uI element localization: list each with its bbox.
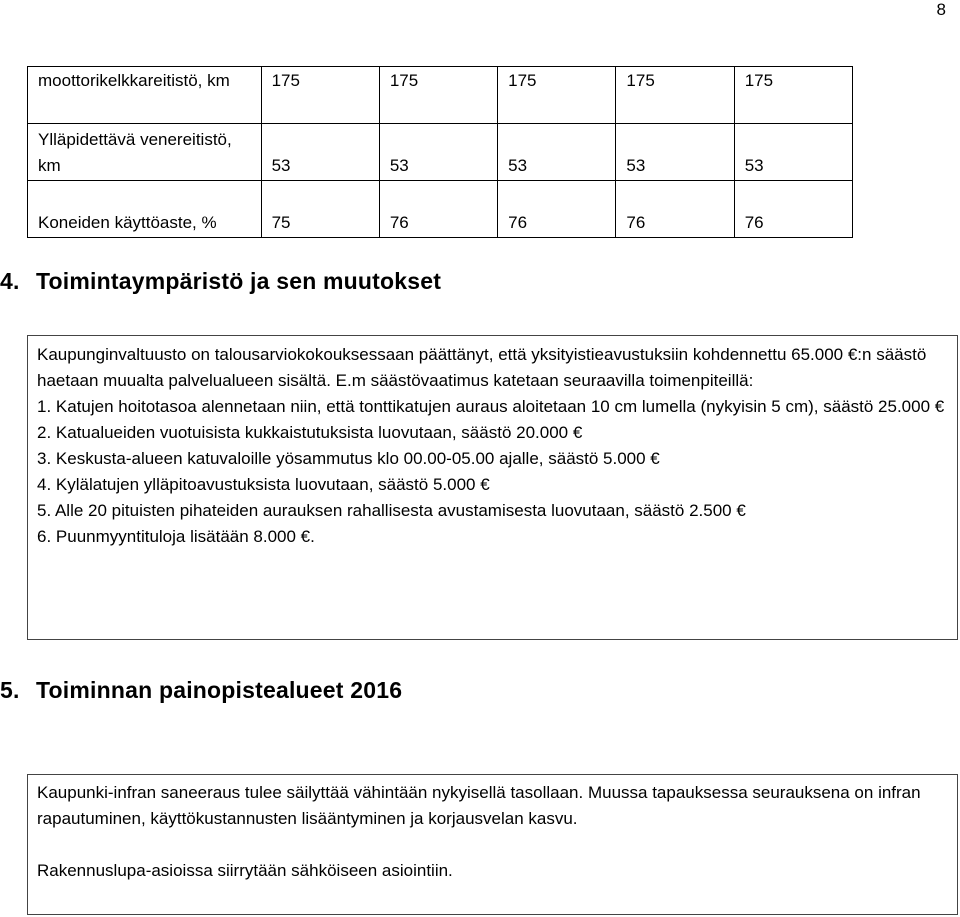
- list-item: 1. Katujen hoitotasoa alennetaan niin, että tonttikatujen auraus aloitetaan 10 cm lumella (nykyisin 5 cm), säästö 25.000 €: [37, 397, 945, 416]
- cell-value: 53: [261, 124, 379, 181]
- cell-value: 175: [734, 67, 852, 124]
- list-item: 4. Kylälatujen ylläpitoavustuksista luovutaan, säästö 5.000 €: [37, 475, 490, 494]
- list-item: 6. Puunmyyntituloja lisätään 8.000 €.: [37, 527, 315, 546]
- cell-value: 175: [261, 67, 379, 124]
- section-4-heading: [0, 268, 441, 295]
- cell-value: 75: [261, 181, 379, 238]
- row-label: Ylläpidettävä venereitistö, km: [28, 124, 262, 181]
- cell-value: 53: [498, 124, 616, 181]
- cell-value: 53: [734, 124, 852, 181]
- section-4-textbox: [27, 335, 958, 640]
- cell-value: 76: [734, 181, 852, 238]
- cell-value: 175: [498, 67, 616, 124]
- paragraph: Kaupunki-infran saneeraus tulee säilyttää vähintään nykyisellä tasollaan. Muussa tapauksessa seurauksena on infran rapautuminen, käyttökustannusten lisääntyminen ja korjausvelan kasvu.: [37, 783, 921, 828]
- list-item: 3. Keskusta-alueen katuvaloille yösammutus klo 00.00-05.00 ajalle, säästö 5.000 €: [37, 449, 660, 468]
- row-label: moottorikelkkareitistö, km: [28, 67, 262, 124]
- intro-paragraph: Kaupunginvaltuusto on talousarviokokouksessaan päättänyt, että yksityistieavustuksiin kohdennettu 65.000 €:n säästö haetaan muualta palvelualueen sisältä. E.m säästövaatimus katetaan seuraavilla toimenpiteillä:: [37, 345, 927, 390]
- section-title: Toimintaympäristö ja sen muutokset: [36, 268, 442, 294]
- paragraph: Rakennuslupa-asioissa siirrytään sähköiseen asiointiin.: [37, 861, 453, 880]
- section-5-textbox: [27, 774, 958, 915]
- list-item: 5. Alle 20 pituisten pihateiden aurauksen rahallisesta avustamisesta luovutaan, säästö 2.500 €: [37, 501, 746, 520]
- list-item: 2. Katualueiden vuotuisista kukkaistutuksista luovutaan, säästö 20.000 €: [37, 423, 583, 442]
- page-number: 8: [936, 0, 946, 19]
- cell-value: 76: [498, 181, 616, 238]
- table-row: [28, 67, 853, 124]
- row-label: Koneiden käyttöaste, %: [28, 181, 262, 238]
- cell-value: 175: [379, 67, 497, 124]
- section-5-heading: [0, 677, 402, 704]
- cell-value: 175: [616, 67, 734, 124]
- cell-value: 76: [379, 181, 497, 238]
- measures-list: [37, 394, 947, 550]
- section-title: Toiminnan painopistealueet 2016: [36, 677, 403, 703]
- section-number: 5.: [0, 677, 20, 703]
- table-row: [28, 124, 853, 181]
- statistics-table: [27, 66, 853, 238]
- cell-value: 53: [616, 124, 734, 181]
- table-row: [28, 181, 853, 238]
- cell-value: 76: [616, 181, 734, 238]
- section-number: 4.: [0, 268, 20, 294]
- cell-value: 53: [379, 124, 497, 181]
